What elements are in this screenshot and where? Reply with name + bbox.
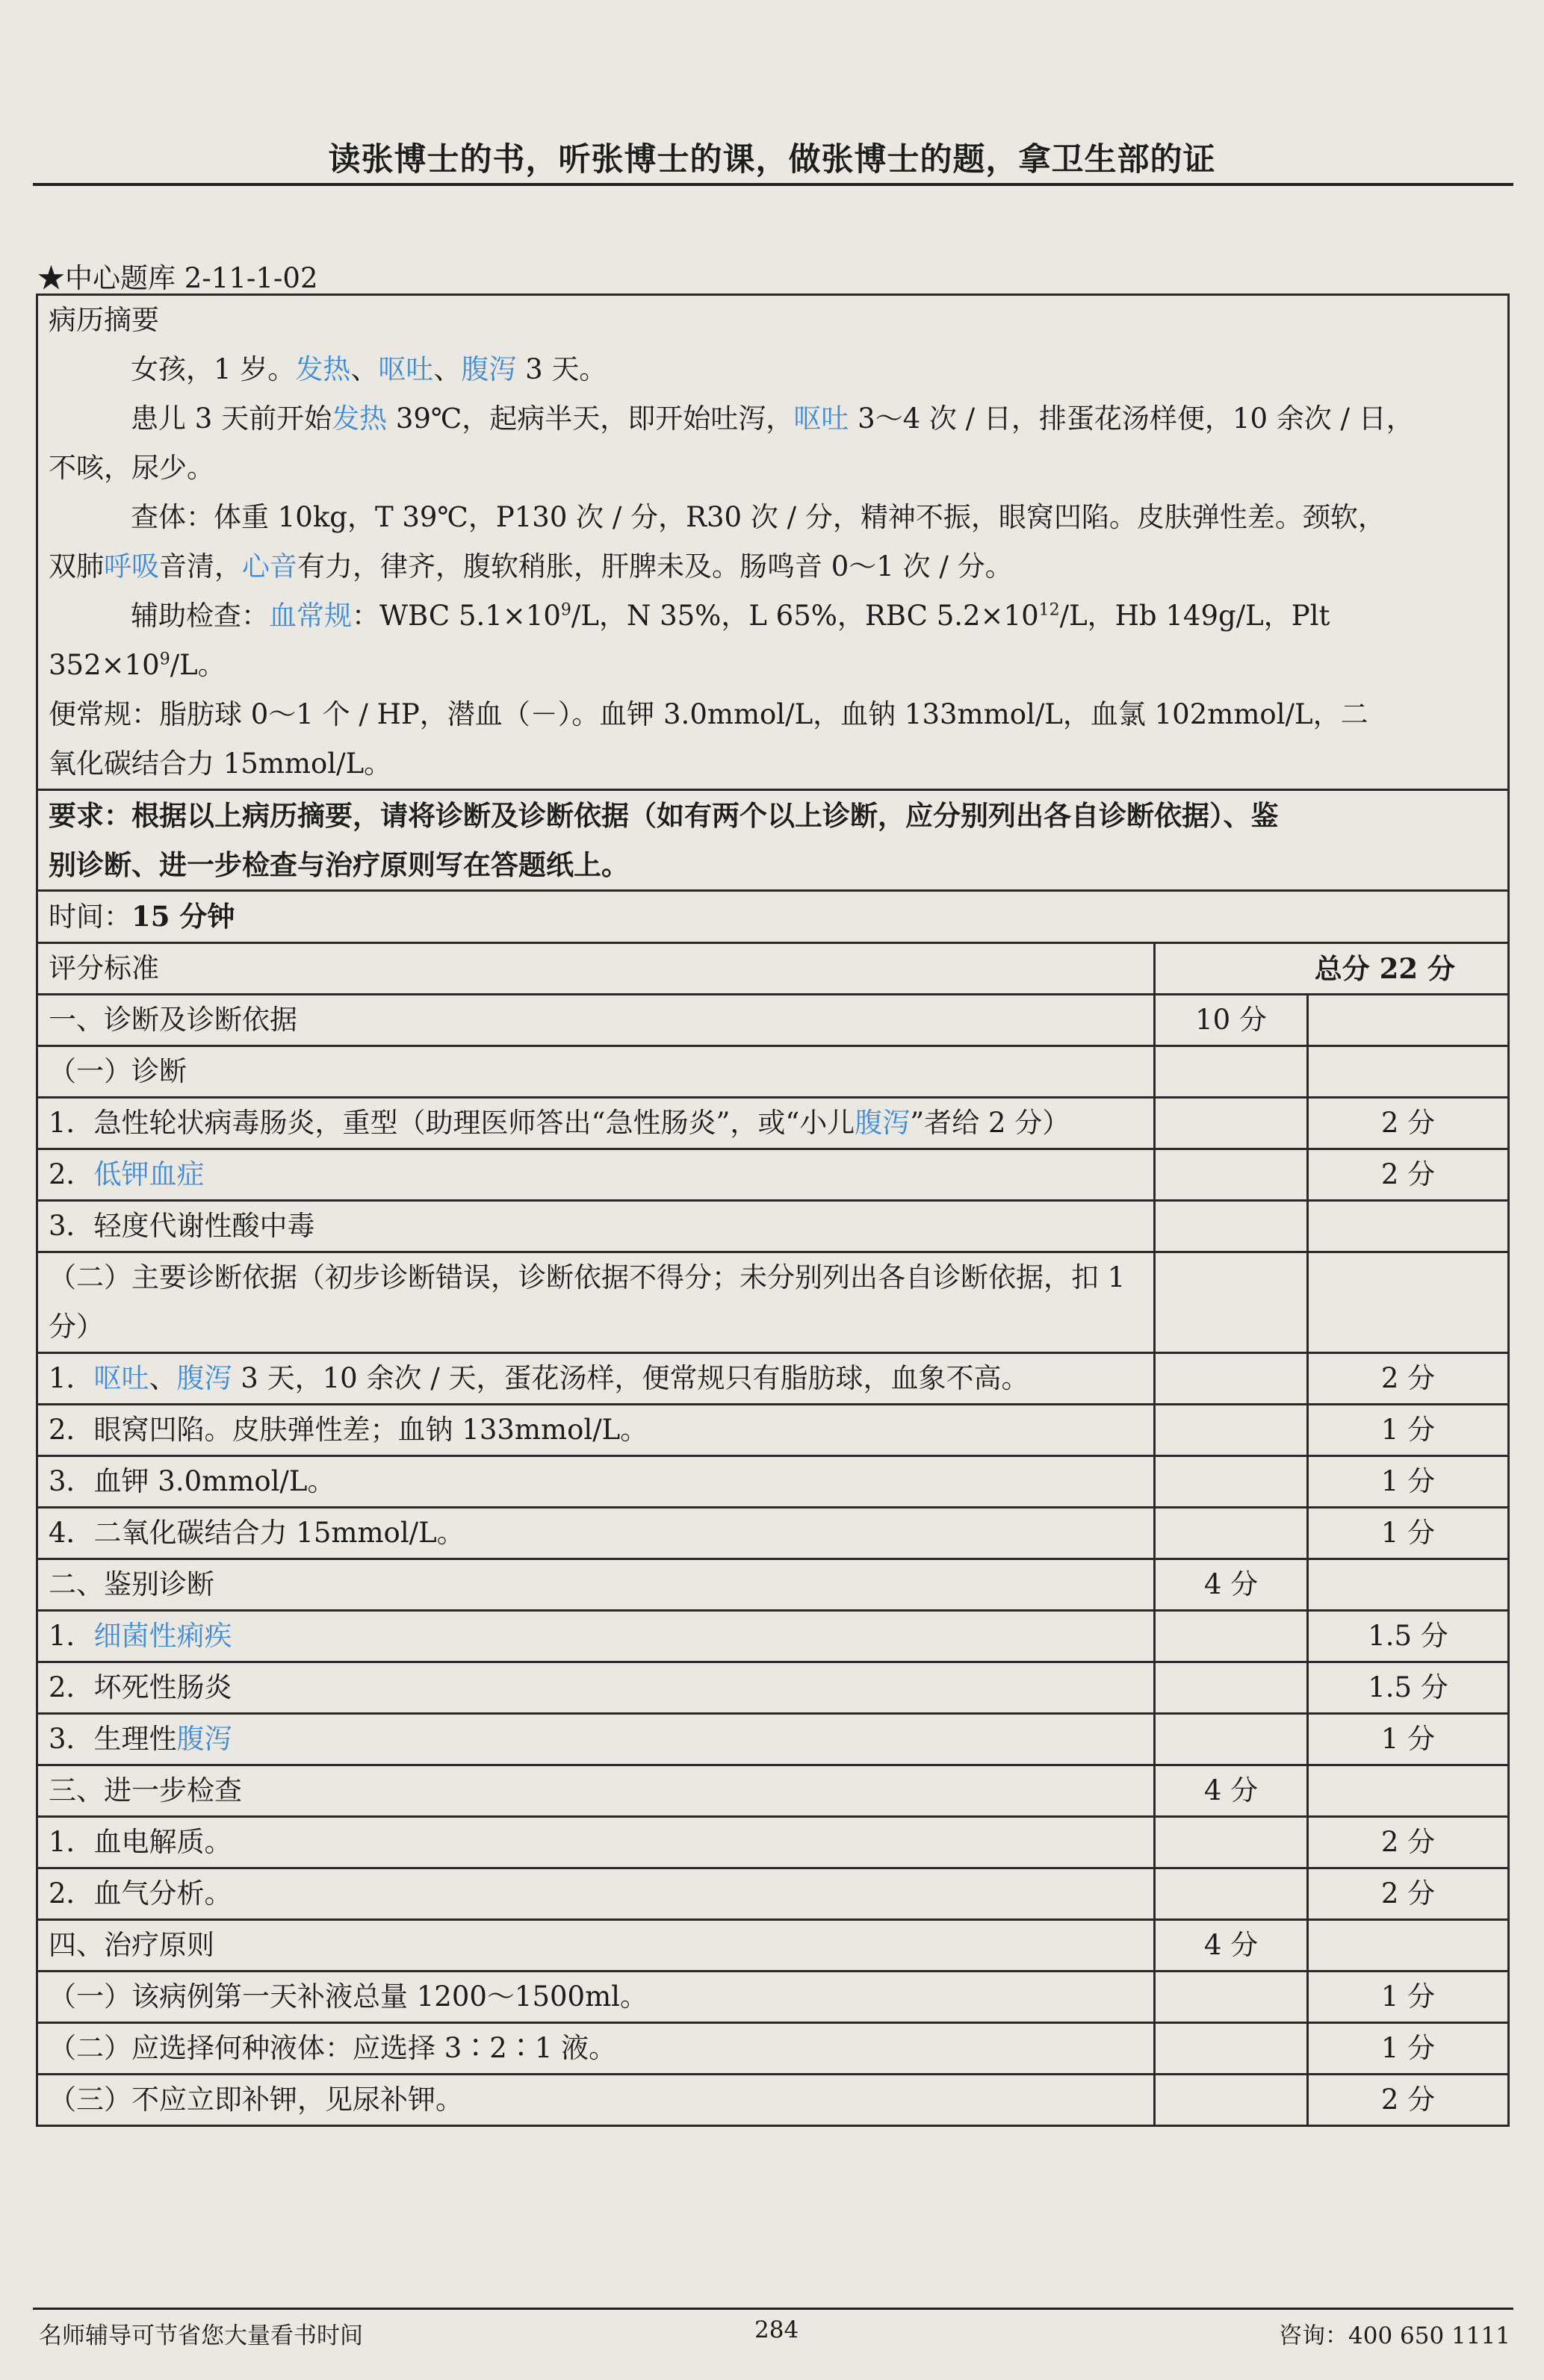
table-row: 3．血钾 3.0mmol/L。 1 分	[37, 1456, 1509, 1508]
table-row: 1．细菌性痢疾 1.5 分	[37, 1611, 1509, 1662]
table-row: 1．呕吐、腹泻 3 天，10 余次 / 天，蛋花汤样，便常规只有脂肪球，血象不高。 2 分	[37, 1353, 1509, 1405]
table-row: （一）诊断	[37, 1046, 1509, 1098]
keyword-link[interactable]: 呕吐	[93, 1362, 149, 1394]
table-row: 2．低钾血症 2 分	[37, 1149, 1509, 1201]
table-row: 二、鉴别诊断 4 分	[37, 1559, 1509, 1611]
summary-label: 病历摘要	[49, 304, 159, 336]
history-text: 患儿 3 天前开始发热 39℃，起病半天，即开始吐泻，呕吐 3～4 次 / 日，排蛋花汤样便，10 余次 / 日，	[131, 403, 1414, 435]
chief-complaint: 女孩，1 岁。发热、呕吐、腹泻 3 天。	[131, 353, 607, 385]
scoring-label: 评分标准	[37, 943, 1155, 995]
basis-1: 1．呕吐、腹泻 3 天，10 余次 / 天，蛋花汤样，便常规只有脂肪球，血象不高。	[37, 1353, 1155, 1405]
table-row: 2．坏死性肠炎 1.5 分	[37, 1662, 1509, 1714]
table-row: 三、进一步检查 4 分	[37, 1765, 1509, 1817]
requirement-cell: 要求：根据以上病历摘要，请将诊断及诊断依据（如有两个以上诊断，应分别列出各自诊断依据）、鉴 别诊断、进一步检查与治疗原则写在答题纸上。	[37, 790, 1509, 891]
table-row: 1．急性轮状病毒肠炎，重型（助理医师答出“急性肠炎”，或“小儿腹泻”者给 2 分） 2 分	[37, 1098, 1509, 1149]
table-row: 1．血电解质。 2 分	[37, 1817, 1509, 1868]
lab-text: 辅助检查：血常规：WBC $5.1\times 10^9/L$，N 35%，L 65%，RBC $5.2\times 10^{12}/L$，Hb 149g/L，Plt $352\times 10^9/L$。	[49, 600, 1330, 681]
table-row: 2．血气分析。 2 分	[37, 1868, 1509, 1920]
exam-text: 查体：体重 10kg，T 39℃，P130 次 / 分，R30 次 / 分，精神不振，眼窝凹陷。皮肤弹性差。颈软，	[131, 501, 1386, 533]
keyword-link[interactable]: 发热	[332, 403, 388, 435]
page-header-title: 读张博士的书，听张博士的课，做张博士的题，拿卫生部的证	[328, 141, 1216, 178]
question-bank-id: ★中心题库 2-11-1-02	[37, 262, 318, 294]
keyword-link[interactable]: 呕吐	[793, 403, 849, 435]
history-text-cont: 不咳，尿少。	[49, 452, 214, 484]
table-row: （三）不应立即补钾，见尿补钾。 2 分	[37, 2075, 1509, 2126]
table-row: 2．眼窝凹陷。皮肤弹性差；血钠 133mmol/L。 1 分	[37, 1405, 1509, 1456]
keyword-link[interactable]: 呼吸	[104, 550, 159, 582]
footer-contact: 咨询：400 650 1111	[1279, 2322, 1510, 2349]
keyword-link[interactable]: 心音	[242, 550, 297, 582]
keyword-link[interactable]: 细菌性痢疾	[93, 1620, 232, 1652]
keyword-link[interactable]: 腹泻	[855, 1107, 911, 1139]
time-cell: 时间：15 分钟	[37, 891, 1509, 943]
footer-divider	[33, 2308, 1513, 2310]
keyword-link[interactable]: 腹泻	[176, 1723, 232, 1755]
table-row: （一）该病例第一天补液总量 1200～1500ml。 1 分	[37, 1972, 1509, 2023]
keyword-link[interactable]: 腹泻	[461, 353, 517, 385]
total-score: 总分 22 分	[1155, 943, 1509, 995]
differential-3: 3．生理性腹泻	[37, 1714, 1155, 1765]
case-summary-cell	[37, 295, 1509, 790]
table-row: （二）主要诊断依据（初步诊断错误，诊断依据不得分；未分别列出各自诊断依据，扣 1 分）	[37, 1252, 1509, 1353]
lab-text-cont: 便常规：脂肪球 0～1 个 / HP，潜血（－）。血钾 3.0mmol/L，血钠 133mmol/L，血氯 102mmol/L，二	[49, 698, 1368, 730]
scoring-header-row	[37, 943, 1509, 995]
keyword-link[interactable]: 呕吐	[378, 353, 434, 385]
case-table	[36, 293, 1510, 2127]
table-row: 3．生理性腹泻 1 分	[37, 1714, 1509, 1765]
keyword-link[interactable]: 腹泻	[176, 1362, 232, 1394]
page-number: 284	[754, 2317, 799, 2343]
lab-text-cont: 氧化碳结合力 15mmol/L。	[49, 748, 392, 780]
diagnosis-1: 1．急性轮状病毒肠炎，重型（助理医师答出“急性肠炎”，或“小儿腹泻”者给 2 分）	[37, 1098, 1155, 1149]
keyword-link[interactable]: 发热	[295, 353, 351, 385]
footer-slogan: 名师辅导可节省您大量看书时间	[39, 2322, 363, 2349]
table-row: （二）应选择何种液体：应选择 3∶2∶1 液。 1 分	[37, 2023, 1509, 2075]
exam-text-cont: 双肺呼吸音清，心音有力，律齐，腹软稍胀，肝脾未及。肠鸣音 0～1 次 / 分。	[49, 550, 1013, 582]
time-row	[37, 891, 1509, 943]
differential-1: 1．细菌性痢疾	[37, 1611, 1155, 1662]
table-row: 一、诊断及诊断依据 10 分	[37, 995, 1509, 1046]
keyword-link[interactable]: 低钾血症	[93, 1158, 205, 1190]
table-row: 四、治疗原则 4 分	[37, 1920, 1509, 1972]
requirement-row	[37, 790, 1509, 891]
table-row: 3．轻度代谢性酸中毒	[37, 1201, 1509, 1252]
case-summary-row	[37, 295, 1509, 790]
diagnosis-2: 2．低钾血症	[37, 1149, 1155, 1201]
table-row: 4．二氧化碳结合力 15mmol/L。 1 分	[37, 1508, 1509, 1559]
keyword-link[interactable]: 血常规	[269, 600, 352, 632]
header-divider	[33, 183, 1513, 186]
